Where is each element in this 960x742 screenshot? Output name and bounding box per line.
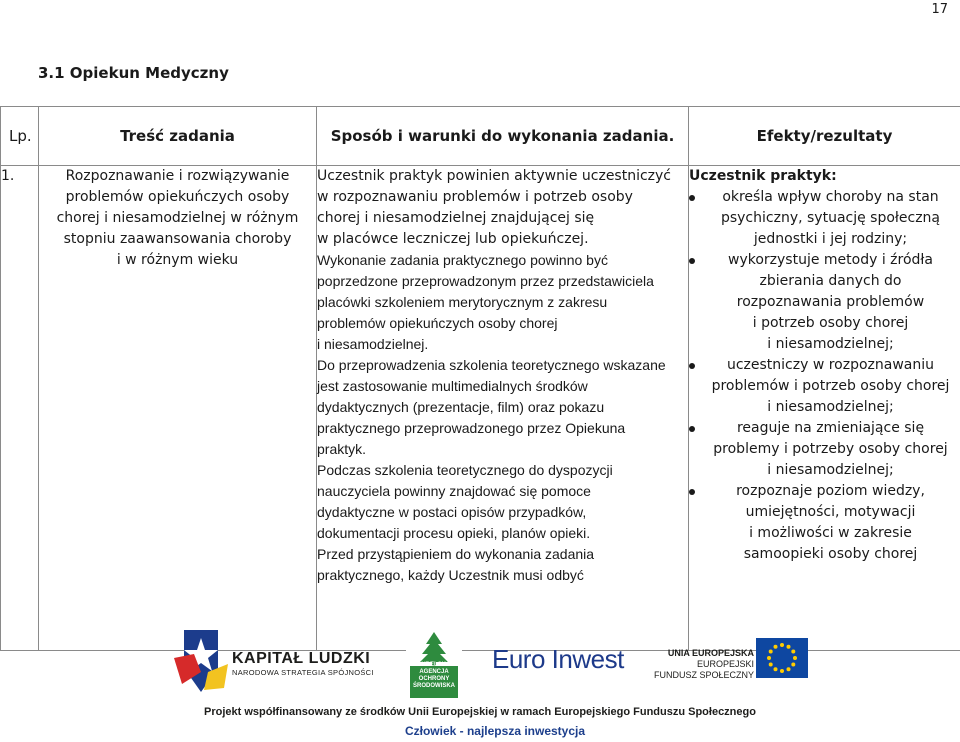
method-narrow-line: problemów opiekuńczych osoby chorej <box>317 315 558 331</box>
effect-line: i niesamodzielnej; <box>767 336 894 352</box>
task-line: stopniu zaawansowania choroby <box>63 231 292 247</box>
effect-line: samoopieki osoby chorej <box>743 546 918 562</box>
effect-line: rozpoznawania problemów <box>736 294 925 310</box>
row-method <box>317 166 689 651</box>
method-narrow-line: placówki szkoleniem merytorycznym z zakresu <box>317 294 608 310</box>
method-narrow-line: Do przeprowadzenia szkolenia teoretycznego wskazane <box>317 357 666 373</box>
section-title: 3.1 Opiekun Medyczny <box>38 64 229 82</box>
header-effects: Efekty/rezultaty <box>689 107 960 166</box>
slogan: Człowiek - najlepsza inwestycja <box>404 724 586 738</box>
row-effects <box>689 166 960 651</box>
page-number: 17 <box>931 2 948 17</box>
eu-flag-icon <box>756 638 808 678</box>
header-method: Sposób i warunki do wykonania zadania. <box>317 107 689 166</box>
method-line: chorej i niesamodzielnej znajdującej się <box>317 210 595 226</box>
effect-line: i potrzeb osoby chorej <box>752 315 909 331</box>
method-narrow-line: praktycznego, każdy Uczestnik musi odbyć <box>317 567 584 583</box>
header-task: Treść zadania <box>39 107 317 166</box>
method-narrow-line: nauczyciela powinny znajdować się pomoce <box>317 483 591 499</box>
bullet-icon <box>689 489 695 495</box>
kapital-ludzki-emblem-icon <box>174 628 228 694</box>
bullet-icon <box>689 258 695 264</box>
eu-line: EUROPEJSKI <box>697 659 755 669</box>
kapital-ludzki-logo <box>232 650 374 677</box>
list-item <box>689 187 960 250</box>
method-narrow-line: Wykonanie zadania praktycznego powinno być <box>317 252 608 268</box>
method-narrow-line: i niesamodzielnej. <box>317 336 429 352</box>
kapital-ludzki-title: KAPITAŁ LUDZKI <box>232 650 371 667</box>
method-narrow-line: praktyk. <box>317 441 367 457</box>
bullet-icon <box>689 195 695 201</box>
list-item <box>689 250 960 355</box>
method-line: w rozpoznawaniu problemów i potrzeb osoby <box>317 189 633 205</box>
effect-line: umiejętności, motywacji <box>745 504 916 520</box>
table-header-row <box>1 107 960 166</box>
effect-line: problemy i potrzeby osoby chorej <box>713 441 948 457</box>
method-line: w placówce leczniczej lub opiekuńczej. <box>317 231 589 247</box>
euro-inwest-logo: Euro Inwest <box>492 644 624 674</box>
effect-line: określa wpływ choroby na stan <box>722 189 939 205</box>
project-funding-note: Projekt współfinansowany ze środków Unii Europejskiej w ramach Europejskiego Funduszu Społecznego <box>204 706 756 718</box>
lago-line: OCHRONY <box>418 676 450 682</box>
effect-line: jednostki i jej rodziny; <box>753 231 908 247</box>
method-narrow-line: jest zastosowanie multimedialnych środków <box>317 378 588 394</box>
effects-heading: Uczestnik praktyk: <box>689 168 837 184</box>
header-lp: Lp. <box>1 107 39 166</box>
bullet-icon <box>689 363 695 369</box>
method-narrow-line: Podczas szkolenia teoretycznego do dyspozycji <box>317 462 613 478</box>
list-item <box>689 418 960 481</box>
effect-line: i niesamodzielnej; <box>767 399 894 415</box>
list-item <box>689 355 960 418</box>
task-table <box>0 106 960 651</box>
method-narrow-line: Przed przystąpieniem do wykonania zadania <box>317 546 595 562</box>
effect-line: zbierania danych do <box>759 273 902 289</box>
table-row <box>1 166 960 651</box>
effects-list <box>689 187 960 565</box>
lago-line: LUBELSKA <box>417 662 451 668</box>
eu-line: UNIA EUROPEJSKA <box>667 648 755 658</box>
effect-line: uczestniczy w rozpoznawaniu <box>726 357 935 373</box>
kapital-ludzki-subtitle: NARODOWA STRATEGIA SPÓJNOŚCI <box>232 668 374 677</box>
method-narrow-line: poprzedzone przeprowadzonym przez przedstawiciela <box>317 273 654 289</box>
lago-line: ŚRODOWISKA <box>413 683 455 689</box>
eu-text <box>654 648 754 681</box>
row-task <box>39 166 317 651</box>
effect-line: reaguje na zmieniające się <box>736 420 925 436</box>
method-narrow-line: praktycznego przeprowadzonego przez Opiekuna <box>317 420 626 436</box>
task-line: chorej i niesamodzielnej w różnym <box>56 210 299 226</box>
row-lp: 1. <box>1 166 39 651</box>
method-line: Uczestnik praktyk powinien aktywnie uczestniczyć <box>317 168 672 184</box>
lago-line: AGENCJA <box>419 669 449 675</box>
lago-text <box>410 662 458 690</box>
method-narrow-line: dokumentacji procesu opieki, planów opieki. <box>317 525 591 541</box>
effect-line: rozpoznaje poziom wiedzy, <box>736 483 925 499</box>
task-line: i w różnym wieku <box>116 252 239 268</box>
list-item <box>689 481 960 565</box>
bullet-icon <box>689 426 695 432</box>
logo-bar <box>0 622 960 702</box>
effect-line: problemów i potrzeb osoby chorej <box>711 378 950 394</box>
effect-line: wykorzystuje metody i źródła <box>728 252 933 268</box>
method-narrow-line: dydaktycznych (prezentacje, film) oraz pokazu <box>317 399 605 415</box>
effect-line: i niesamodzielnej; <box>767 462 894 478</box>
effect-line: psychiczny, sytuację społeczną <box>720 210 941 226</box>
effect-line: i możliwości w zakresie <box>749 525 912 541</box>
eu-line: FUNDUSZ SPOŁECZNY <box>654 670 755 680</box>
task-line: Rozpoznawanie i rozwiązywanie <box>65 168 290 184</box>
method-narrow-line: dydaktyczne w postaci opisów przypadków, <box>317 504 587 520</box>
task-line: problemów opiekuńczych osoby <box>65 189 290 205</box>
